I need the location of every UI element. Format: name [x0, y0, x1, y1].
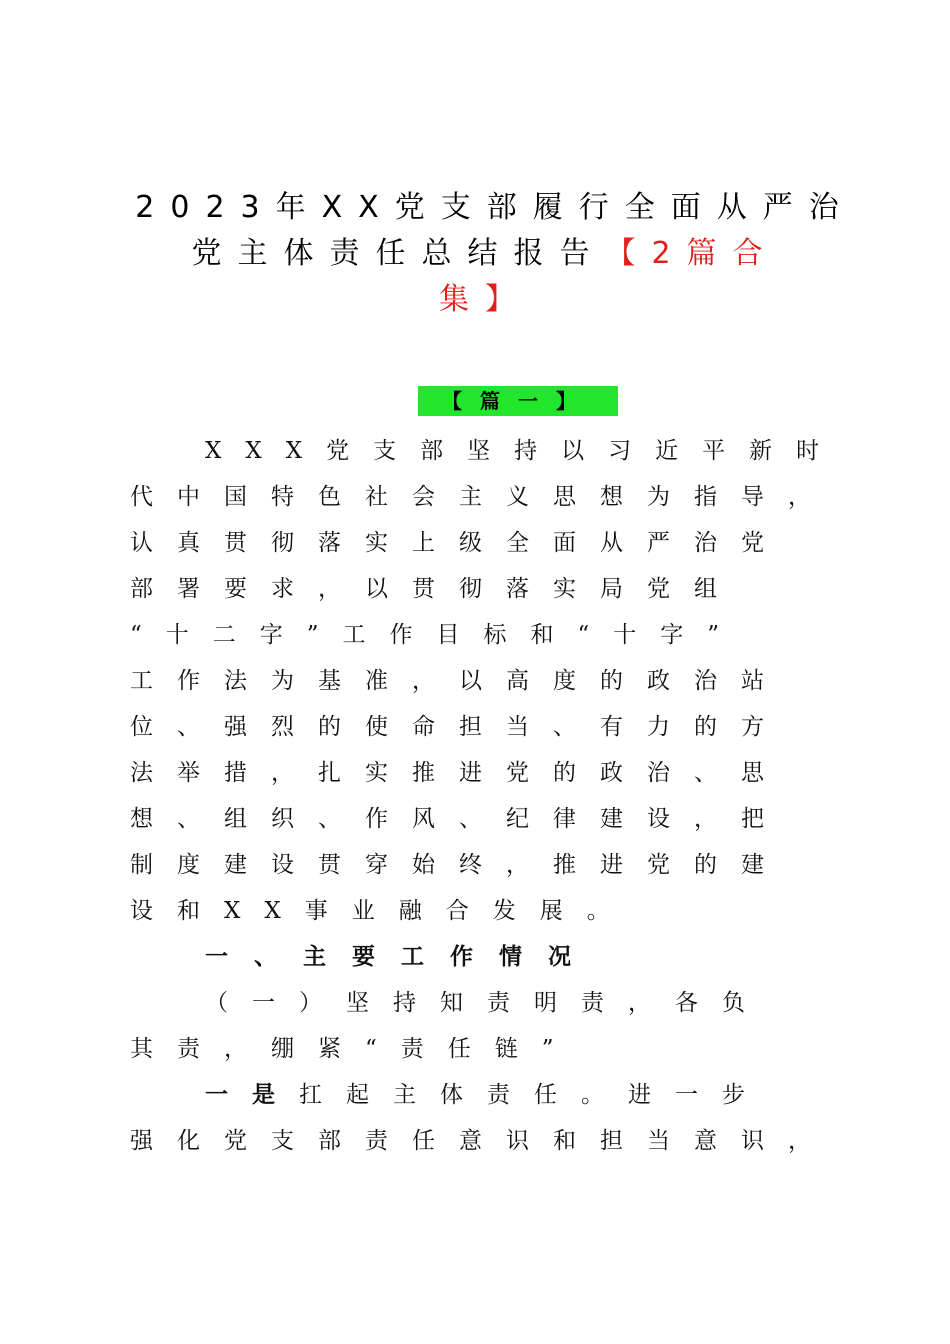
paragraph-line: 想、组织、作风、纪律建设，把: [130, 806, 788, 832]
paragraph-line: 代中国特色社会主义思想为指导，: [130, 484, 835, 510]
paragraph-line: 制度建设贯穿始终，推进党的建: [130, 852, 788, 878]
document-title-line-3: [10, 280, 950, 320]
section-tag-part-one: 【篇一】: [418, 386, 618, 416]
title-main-text: 党主体责任总结报告: [191, 236, 606, 271]
paragraph-line: 位、强烈的使命担当、有力的方: [130, 714, 788, 740]
document-title-line-2: [10, 234, 950, 274]
paragraph-line: 部署要求，以贯彻落实局党组: [130, 576, 741, 602]
paragraph-line: 工作法为基准，以高度的政治站: [130, 668, 788, 694]
subheading-line: （一）坚持知责明责，各负: [205, 990, 769, 1016]
title-collection-note: 【2篇合: [605, 236, 779, 271]
title-collection-note-end: 集】: [439, 282, 531, 317]
paragraph-line: 法举措，扎实推进党的政治、思: [130, 760, 788, 786]
paragraph-line: XXX党支部坚持以习近平新时: [205, 438, 844, 464]
paragraph-line: 认真贯彻落实上级全面从严治党: [130, 530, 788, 556]
subheading-line: 其责，绷紧“责任链”: [130, 1036, 578, 1062]
paragraph-line: 设和XX事业融合发展。: [130, 898, 634, 924]
paragraph-line: “十二字”工作目标和“十字”: [130, 622, 744, 648]
section-heading: 一、主要工作情况: [205, 944, 597, 970]
point-text: 扛起主体责任。进一步: [299, 1082, 769, 1108]
document-title-line-1: 2023年XX党支部履行全面从严治: [135, 190, 855, 225]
point-line: [205, 1080, 925, 1110]
point-line-continued: 强化党支部责任意识和担当意识，: [130, 1128, 835, 1154]
point-label: 一是: [205, 1082, 299, 1108]
